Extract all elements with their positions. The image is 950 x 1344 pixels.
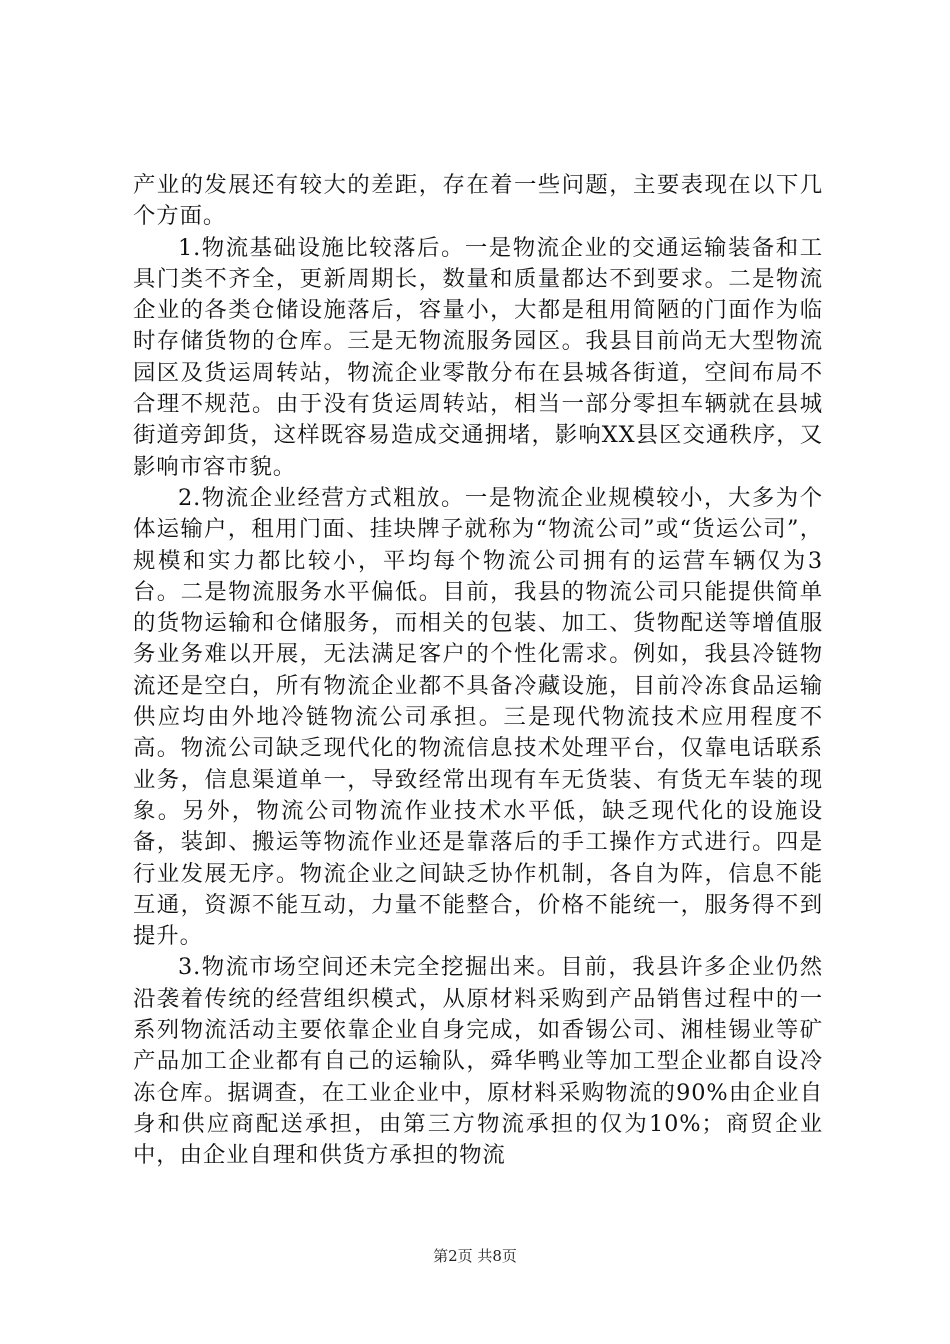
paragraph-item-1: 1.物流基础设施比较落后。一是物流企业的交通运输装备和工具门类不齐全，更新周期长，数量和质量都达不到要求。二是物流企业的各类仓储设施落后，容量小，大都是租用简陋的门面作为临时存储货物的仓库。三是无物流服务园区。我县目前尚无大型物流园区及货运周转站，物流企业零散分布在县城各街道，空间布局不合理不规范。由于没有货运周转站，相当一部分零担车辆就在县城街道旁卸货，这样既容易造成交通拥堵，影响XX县区交通秩序，又影响市容市貌。 [133, 234, 823, 480]
body-text [133, 170, 823, 1172]
page-footer: 第2页 共8页 [433, 1247, 517, 1265]
paragraph-intro-continuation: 产业的发展还有较大的差距，存在着一些问题，主要表现在以下几个方面。 [133, 172, 823, 230]
paragraph-item-2: 2.物流企业经营方式粗放。一是物流企业规模较小，大多为个体运输户，租用门面、挂块牌子就称为“物流公司”或“货运公司”，规模和实力都比较小，平均每个物流公司拥有的运营车辆仅为3台。二是物流服务水平偏低。目前，我县的物流公司只能提供简单的货物运输和仓储服务，而相关的包装、加工、货物配送等增值服务业务难以开展，无法满足客户的个性化需求。例如，我县冷链物流还是空白，所有物流企业都不具备冷藏设施，目前冷冻食品运输供应均由外地冷链物流公司承担。三是现代物流技术应用程度不高。物流公司缺乏现代化的物流信息技术处理平台，仅靠电话联系业务，信息渠道单一，导致经常出现有车无货装、有货无车装的现象。另外，物流公司物流作业技术水平低，缺乏现代化的设施设备，装卸、搬运等物流作业还是靠落后的手工操作方式进行。四是行业发展无序。物流企业之间缺乏协作机制，各自为阵，信息不能互通，资源不能互动，力量不能整合，价格不能统一，服务得不到提升。 [133, 484, 823, 950]
paragraph-item-3: 3.物流市场空间还未完全挖掘出来。目前，我县许多企业仍然沿袭着传统的经营组织模式，从原材料采购到产品销售过程中的一系列物流活动主要依靠企业自身完成，如香锡公司、湘桂锡业等矿产品加工企业都有自己的运输队，舜华鸭业等加工型企业都自设冷冻仓库。据调查，在工业企业中，原材料采购物流的90%由企业自身和供应商配送承担，由第三方物流承担的仅为10%；商贸企业中，由企业自理和供货方承担的物流 [133, 954, 823, 1169]
